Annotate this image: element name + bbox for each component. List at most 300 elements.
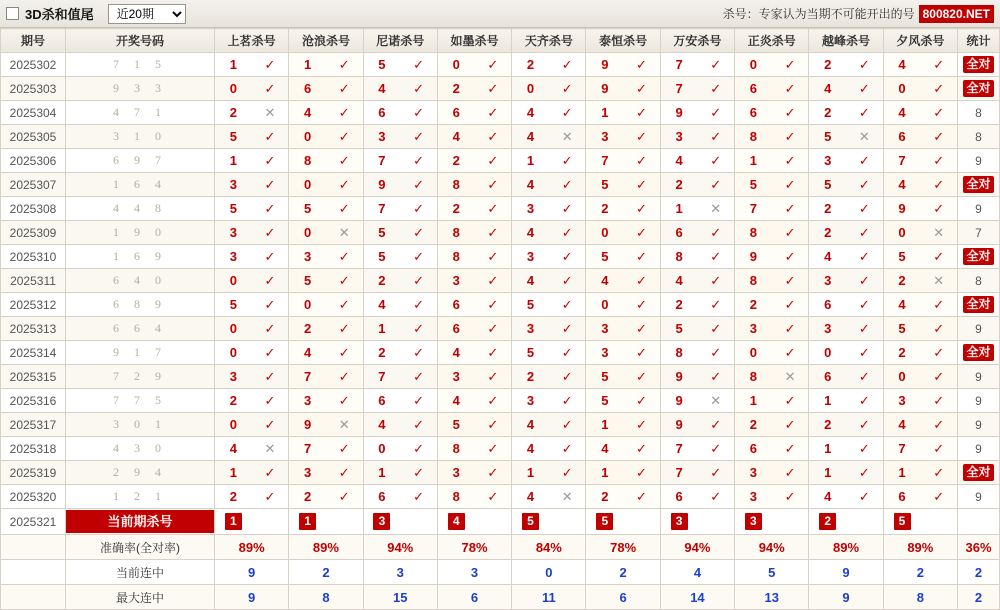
cell-pick [735, 317, 809, 341]
cell-stat: 9 [958, 413, 1000, 437]
check-icon: ✓ [561, 201, 573, 216]
table-row [1, 413, 1000, 437]
pick-number: 6 [675, 489, 683, 504]
check-icon: ✓ [784, 273, 796, 288]
cell-period[interactable]: 2025315 [1, 365, 66, 389]
check-icon: ✓ [264, 489, 276, 504]
cell-pick [660, 101, 734, 125]
pick-number: 3 [749, 465, 758, 480]
check-icon: ✓ [487, 369, 499, 384]
pick-number: 4 [378, 417, 386, 432]
period-select[interactable] [108, 4, 186, 24]
pick-number: 0 [304, 129, 312, 144]
cross-icon: ✕ [264, 441, 276, 456]
cell-stat [958, 341, 1000, 365]
cell-stat [958, 245, 1000, 269]
cell-open-number: 1 2 1 [66, 485, 215, 509]
pick-number: 3 [452, 273, 460, 288]
pick-number: 4 [898, 177, 906, 192]
cell-pick [437, 365, 511, 389]
cell-pick [735, 197, 809, 221]
cell-pick [735, 125, 809, 149]
summary-spacer [1, 535, 66, 560]
pick-number: 2 [824, 201, 832, 216]
summary-value: 9 [809, 560, 883, 585]
cell-open-number: 7 2 9 [66, 365, 215, 389]
check-icon: ✓ [338, 153, 350, 168]
header-checkbox[interactable] [6, 7, 19, 20]
cell-period[interactable]: 2025318 [1, 437, 66, 461]
check-icon: ✓ [338, 129, 350, 144]
pick-number: 2 [675, 297, 683, 312]
cell-pick [512, 365, 586, 389]
check-icon: ✓ [635, 153, 647, 168]
pick-number: 3 [229, 225, 237, 240]
check-icon: ✓ [635, 345, 647, 360]
pick-number: 1 [229, 465, 237, 480]
cell-pick [586, 461, 660, 485]
cross-icon: ✕ [264, 105, 276, 120]
cell-pick [809, 101, 883, 125]
cell-pick [289, 53, 363, 77]
cell-pick [437, 293, 511, 317]
pick-number: 0 [749, 345, 758, 360]
check-icon: ✓ [933, 105, 945, 120]
check-icon: ✓ [710, 489, 722, 504]
check-icon: ✓ [413, 153, 424, 168]
check-icon: ✓ [784, 297, 796, 312]
cell-current-pick [512, 509, 586, 535]
check-icon: ✓ [784, 465, 796, 480]
cell-pick [735, 77, 809, 101]
cell-pick [289, 221, 363, 245]
check-icon: ✓ [338, 57, 350, 72]
cell-period[interactable]: 2025302 [1, 53, 66, 77]
cross-icon: ✕ [784, 369, 796, 384]
cell-pick [809, 149, 883, 173]
check-icon: ✓ [413, 81, 424, 96]
cell-pick [437, 149, 511, 173]
pick-number: 4 [898, 297, 906, 312]
check-icon: ✓ [487, 441, 499, 456]
check-icon: ✓ [338, 345, 350, 360]
col-header-expert-10: 夕风杀号 [883, 29, 957, 53]
cell-pick [363, 53, 437, 77]
cross-icon: ✕ [933, 225, 945, 240]
pick-number: 8 [749, 129, 758, 144]
cell-pick [215, 413, 289, 437]
cell-pick [363, 365, 437, 389]
cell-pick [660, 149, 734, 173]
cell-pick [809, 173, 883, 197]
check-icon: ✓ [338, 81, 350, 96]
cell-pick [660, 269, 734, 293]
cell-pick [809, 413, 883, 437]
cell-period[interactable]: 2025313 [1, 317, 66, 341]
pick-number: 2 [229, 489, 237, 504]
pick-number: 4 [898, 417, 906, 432]
pick-number: 0 [749, 57, 758, 72]
pick-number: 4 [304, 105, 312, 120]
pick-number: 4 [526, 273, 535, 288]
pick-number: 4 [452, 345, 460, 360]
cell-period[interactable]: 2025312 [1, 293, 66, 317]
cross-icon: ✕ [338, 417, 350, 432]
summary-value: 3 [363, 560, 437, 585]
cell-stat: 9 [958, 365, 1000, 389]
table-row [1, 245, 1000, 269]
check-icon: ✓ [858, 177, 870, 192]
check-icon: ✓ [858, 321, 870, 336]
check-icon: ✓ [264, 249, 276, 264]
current-pick-number: 1 [225, 513, 242, 530]
cell-period[interactable]: 2025320 [1, 485, 66, 509]
cell-pick [586, 317, 660, 341]
pick-number: 3 [601, 129, 609, 144]
cell-period[interactable]: 2025310 [1, 245, 66, 269]
cell-pick [215, 197, 289, 221]
pick-number: 4 [378, 297, 386, 312]
cell-pick [289, 245, 363, 269]
table-row [1, 125, 1000, 149]
cell-period[interactable]: 2025308 [1, 197, 66, 221]
cell-pick [289, 389, 363, 413]
pick-number: 4 [601, 273, 609, 288]
check-icon: ✓ [264, 153, 276, 168]
summary-value: 11 [512, 585, 586, 610]
current-pick-number: 5 [894, 513, 911, 530]
cell-pick [586, 413, 660, 437]
check-icon: ✓ [784, 81, 796, 96]
check-icon: ✓ [561, 393, 573, 408]
cell-pick [809, 317, 883, 341]
check-icon: ✓ [858, 225, 870, 240]
check-icon: ✓ [710, 441, 722, 456]
cell-pick [660, 485, 734, 509]
check-icon: ✓ [264, 393, 276, 408]
pick-number: 3 [824, 273, 832, 288]
check-icon: ✓ [933, 249, 945, 264]
cell-current-pick [289, 509, 363, 535]
check-icon: ✓ [413, 57, 424, 72]
check-icon: ✓ [933, 393, 945, 408]
pick-number: 5 [229, 201, 237, 216]
summary-value: 8 [289, 585, 363, 610]
cell-period[interactable]: 2025307 [1, 173, 66, 197]
cell-open-number: 6 8 9 [66, 293, 215, 317]
cell-pick [809, 461, 883, 485]
pick-number: 3 [452, 369, 460, 384]
pick-number: 1 [526, 153, 535, 168]
cell-pick [586, 437, 660, 461]
table-row [1, 485, 1000, 509]
summary-value: 14 [660, 585, 734, 610]
check-icon: ✓ [561, 321, 573, 336]
check-icon: ✓ [338, 489, 350, 504]
status-badge: 全对 [963, 296, 993, 313]
cell-pick [883, 173, 957, 197]
cell-pick [809, 197, 883, 221]
current-pick-number: 5 [596, 513, 613, 530]
pick-number: 2 [378, 273, 386, 288]
cell-pick [512, 77, 586, 101]
pick-number: 7 [675, 441, 683, 456]
pick-number: 0 [452, 57, 460, 72]
table-row [1, 293, 1000, 317]
summary-row [1, 585, 1000, 610]
pick-number: 1 [601, 465, 609, 480]
cell-current-pick [883, 509, 957, 535]
pick-number: 9 [601, 81, 609, 96]
check-icon: ✓ [264, 465, 276, 480]
cell-period[interactable]: 2025303 [1, 77, 66, 101]
pick-number: 0 [304, 225, 312, 240]
check-icon: ✓ [487, 105, 499, 120]
pick-number: 3 [229, 369, 237, 384]
cell-period[interactable]: 2025305 [1, 125, 66, 149]
table-body [1, 53, 1000, 610]
pick-number: 5 [378, 225, 386, 240]
pick-number: 4 [824, 81, 832, 96]
check-icon: ✓ [561, 369, 573, 384]
pick-number: 7 [378, 369, 386, 384]
cell-pick [512, 413, 586, 437]
cell-period[interactable]: 2025317 [1, 413, 66, 437]
cell-pick [363, 437, 437, 461]
check-icon: ✓ [635, 441, 647, 456]
cell-pick [883, 197, 957, 221]
current-pick-number: 5 [522, 513, 539, 530]
cell-pick [437, 53, 511, 77]
check-icon: ✓ [635, 225, 647, 240]
check-icon: ✓ [487, 297, 499, 312]
cell-pick [512, 269, 586, 293]
cell-pick [660, 173, 734, 197]
col-header-expert-3: 尼诺杀号 [363, 29, 437, 53]
check-icon: ✓ [487, 225, 499, 240]
check-icon: ✓ [413, 249, 424, 264]
table-row [1, 389, 1000, 413]
pick-number: 1 [898, 465, 906, 480]
check-icon: ✓ [933, 441, 945, 456]
cell-period[interactable]: 2025316 [1, 389, 66, 413]
summary-value: 89% [289, 535, 363, 560]
cell-pick [735, 245, 809, 269]
cell-pick [660, 437, 734, 461]
cell-period[interactable]: 2025309 [1, 221, 66, 245]
check-icon: ✓ [784, 345, 796, 360]
status-badge: 全对 [963, 344, 993, 361]
check-icon: ✓ [264, 345, 276, 360]
cell-pick [512, 149, 586, 173]
check-icon: ✓ [858, 105, 870, 120]
pick-number: 2 [749, 297, 758, 312]
pick-number: 5 [378, 249, 386, 264]
check-icon: ✓ [858, 153, 870, 168]
status-badge: 全对 [963, 464, 993, 481]
pick-number: 4 [526, 105, 535, 120]
cell-pick [512, 101, 586, 125]
check-icon: ✓ [487, 273, 499, 288]
page-header [0, 0, 1000, 28]
table-row [1, 341, 1000, 365]
cell-pick [809, 341, 883, 365]
check-icon: ✓ [487, 249, 499, 264]
check-icon: ✓ [264, 201, 276, 216]
cell-pick [883, 293, 957, 317]
summary-value: 89% [215, 535, 289, 560]
check-icon: ✓ [413, 201, 424, 216]
check-icon: ✓ [487, 57, 499, 72]
pick-number: 5 [601, 393, 609, 408]
cell-pick [289, 269, 363, 293]
cell-pick [883, 269, 957, 293]
check-icon: ✓ [710, 177, 722, 192]
summary-value: 0 [512, 560, 586, 585]
cell-stat [958, 293, 1000, 317]
cell-pick [735, 389, 809, 413]
cross-icon: ✕ [338, 225, 350, 240]
check-icon: ✓ [933, 81, 945, 96]
cell-pick [883, 125, 957, 149]
check-icon: ✓ [784, 321, 796, 336]
cell-stat [958, 53, 1000, 77]
col-header-stat: 统计 [958, 29, 1000, 53]
cell-period[interactable]: 2025314 [1, 341, 66, 365]
summary-value: 9 [215, 560, 289, 585]
period-select-wrap[interactable] [108, 4, 186, 24]
cell-pick [289, 101, 363, 125]
pick-number: 9 [675, 369, 683, 384]
cell-pick [809, 245, 883, 269]
check-icon: ✓ [635, 369, 647, 384]
pick-number: 8 [749, 273, 758, 288]
pick-number: 4 [675, 153, 683, 168]
check-icon: ✓ [635, 297, 647, 312]
cell-pick [215, 101, 289, 125]
cell-pick [512, 485, 586, 509]
check-icon: ✓ [635, 273, 647, 288]
summary-value: 94% [363, 535, 437, 560]
cell-pick [660, 341, 734, 365]
pick-number: 1 [601, 105, 609, 120]
cell-period[interactable]: 2025304 [1, 101, 66, 125]
cell-pick [809, 389, 883, 413]
check-icon: ✓ [933, 57, 945, 72]
check-icon: ✓ [635, 249, 647, 264]
pick-number: 3 [229, 249, 237, 264]
summary-value: 6 [586, 585, 660, 610]
summary-value: 2 [586, 560, 660, 585]
cell-stat: 9 [958, 485, 1000, 509]
cell-current-pick [735, 509, 809, 535]
summary-value: 94% [735, 535, 809, 560]
cell-pick [735, 53, 809, 77]
pick-number: 5 [601, 249, 609, 264]
cell-period[interactable]: 2025321 [1, 509, 66, 535]
cell-pick [363, 221, 437, 245]
pick-number: 1 [675, 201, 683, 216]
col-header-period: 期号 [1, 29, 66, 53]
cross-icon: ✕ [561, 489, 573, 504]
summary-label: 当前连中 [66, 560, 215, 585]
pick-number: 8 [675, 249, 683, 264]
summary-value: 78% [437, 535, 511, 560]
check-icon: ✓ [858, 201, 870, 216]
pick-number: 9 [601, 57, 609, 72]
cell-pick [215, 389, 289, 413]
cell-pick [883, 149, 957, 173]
summary-value: 6 [437, 585, 511, 610]
cell-pick [586, 77, 660, 101]
cell-open-number: 7 7 5 [66, 389, 215, 413]
pick-number: 3 [898, 393, 906, 408]
col-header-expert-1: 上茗杀号 [215, 29, 289, 53]
check-icon: ✓ [635, 81, 647, 96]
col-header-expert-2: 沧浪杀号 [289, 29, 363, 53]
check-icon: ✓ [264, 417, 276, 432]
pick-number: 4 [824, 489, 832, 504]
cell-open-number: 6 6 4 [66, 317, 215, 341]
pick-number: 4 [526, 129, 535, 144]
pick-number: 7 [898, 153, 906, 168]
pick-number: 4 [601, 441, 609, 456]
cell-period[interactable]: 2025319 [1, 461, 66, 485]
check-icon: ✓ [561, 465, 573, 480]
check-icon: ✓ [338, 177, 350, 192]
check-icon: ✓ [487, 201, 499, 216]
cell-pick [735, 269, 809, 293]
cell-pick [363, 77, 437, 101]
cell-pick [512, 437, 586, 461]
check-icon: ✓ [487, 489, 499, 504]
check-icon: ✓ [413, 465, 424, 480]
cell-period[interactable]: 2025306 [1, 149, 66, 173]
cell-open-number: 4 4 8 [66, 197, 215, 221]
cell-open-number: 1 9 0 [66, 221, 215, 245]
cell-stat: 8 [958, 269, 1000, 293]
check-icon: ✓ [264, 177, 276, 192]
check-icon: ✓ [413, 441, 424, 456]
summary-row [1, 535, 1000, 560]
cell-pick [437, 269, 511, 293]
summary-value: 15 [363, 585, 437, 610]
pick-number: 0 [824, 345, 832, 360]
cell-current-pick [809, 509, 883, 535]
check-icon: ✓ [264, 57, 276, 72]
pick-number: 5 [898, 249, 906, 264]
cell-pick [363, 173, 437, 197]
check-icon: ✓ [858, 369, 870, 384]
cell-pick [660, 365, 734, 389]
current-pick-number: 3 [745, 513, 762, 530]
pick-number: 2 [601, 489, 609, 504]
pick-number: 4 [526, 177, 535, 192]
pick-number: 3 [526, 393, 535, 408]
cell-period[interactable]: 2025311 [1, 269, 66, 293]
cell-pick [660, 293, 734, 317]
table-row [1, 77, 1000, 101]
check-icon: ✓ [784, 417, 796, 432]
summary-value: 89% [883, 535, 957, 560]
cell-pick [289, 77, 363, 101]
pick-number: 7 [898, 441, 906, 456]
col-header-expert-4: 如墨杀号 [437, 29, 511, 53]
cell-pick [437, 485, 511, 509]
check-icon: ✓ [487, 153, 499, 168]
summary-label: 最大连中 [66, 585, 215, 610]
check-icon: ✓ [338, 393, 350, 408]
